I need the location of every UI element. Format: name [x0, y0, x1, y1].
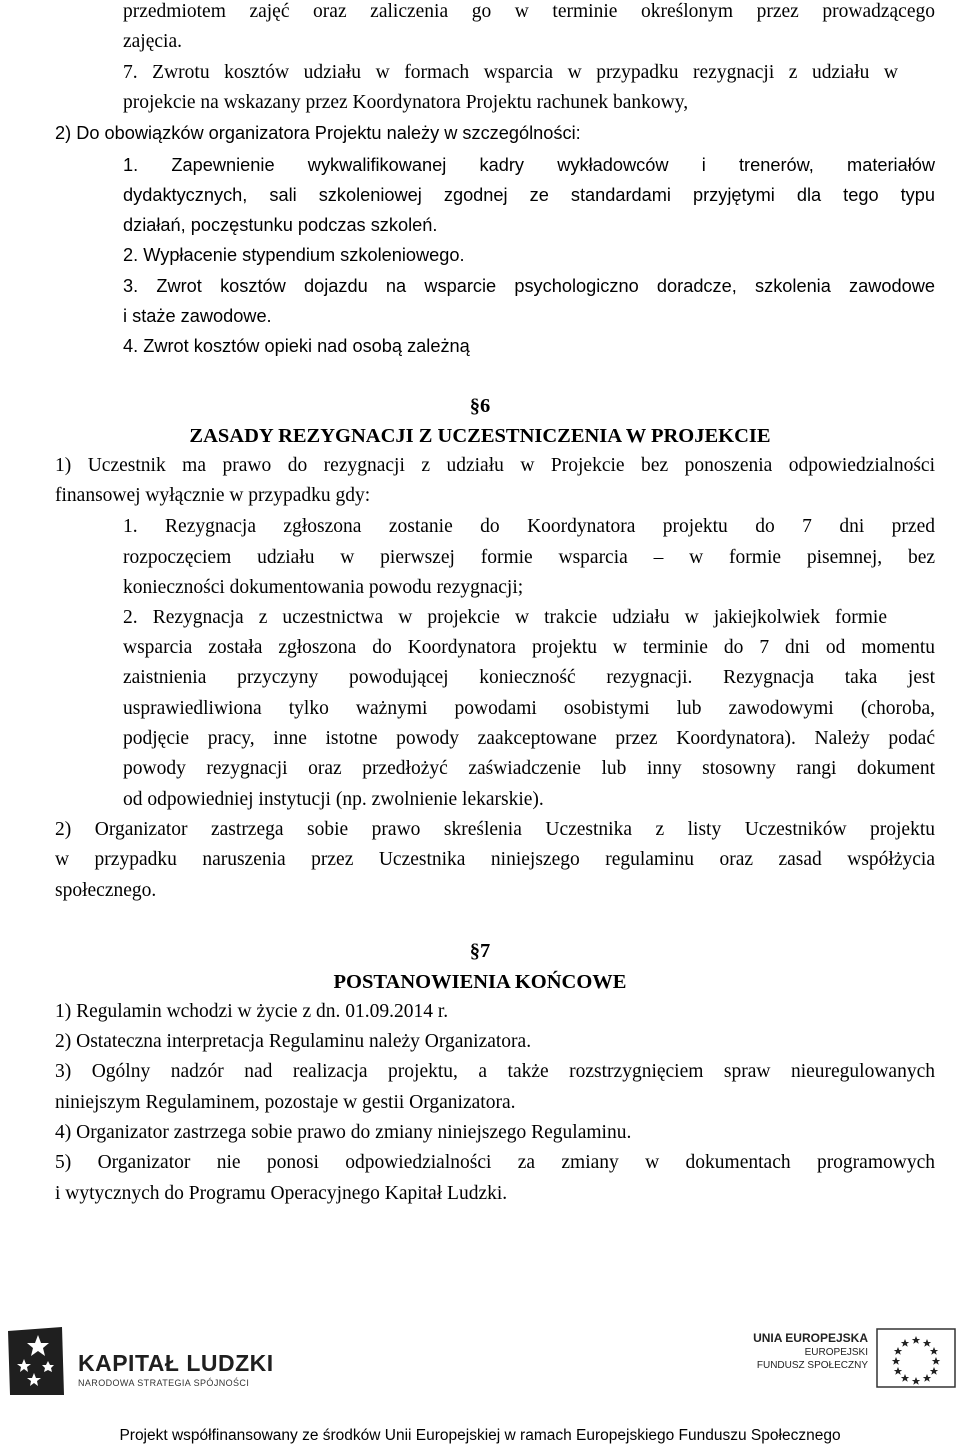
text-line: 1) Regulamin wchodzi w życie z dn. 01.09.2014 r.: [55, 1001, 449, 1022]
text-line: powody rezygnacji oraz przedłożyć zaświadczenie lub inny stosowny rangi dokument: [123, 758, 935, 779]
text-line: 5) Organizator nie ponosi odpowiedzialności za zmiany w dokumentach programowych: [55, 1152, 935, 1173]
eu-flag-icon: [876, 1328, 956, 1388]
section-number: §6: [469, 395, 491, 417]
text-line: 1) Uczestnik ma prawo do rezygnacji z udziału w Projekcie bez ponoszenia odpowiedzialności: [55, 455, 935, 476]
footer-text: Projekt współfinansowany ze środków Unii Europejskiej w ramach Europejskiego Funduszu Społecznego: [119, 1427, 841, 1444]
eu-line2: EUROPEJSKI: [804, 1347, 868, 1358]
text-line: 2) Ostateczna interpretacja Regulaminu należy Organizatora.: [55, 1031, 532, 1052]
text-line: przedmiotem zajęć oraz zaliczenia go w terminie określonym przez prowadzącego: [123, 1, 935, 22]
text-line: 7. Zwrotu kosztów udziału w formach wsparcia w przypadku rezygnacji z udziału w: [123, 62, 898, 83]
eu-line3: FUNDUSZ SPOŁECZNY: [756, 1360, 868, 1371]
text-line: społecznego.: [55, 880, 157, 901]
text-line: i wytycznych do Programu Operacyjnego Kapitał Ludzki.: [55, 1183, 508, 1204]
kapital-ludzki-title: KAPITAŁ LUDZKI: [78, 1350, 274, 1376]
text-line: podjęcie pracy, inne istotne powody zaakceptowane przez Koordynatora). Należy podać: [123, 728, 935, 749]
text-line: 2. Wypłacenie stypendium szkoleniowego.: [123, 245, 465, 265]
section-heading: POSTANOWIENIA KOŃCOWE: [333, 971, 627, 993]
text-line: 4) Organizator zastrzega sobie prawo do zmiany niniejszego Regulaminu.: [55, 1122, 632, 1143]
text-line: 2) Do obowiązków organizatora Projektu należy w szczególności:: [55, 123, 581, 143]
text-line: zaistnienia przyczyny powodującej konieczność rezygnacji. Rezygnacja taka jest: [123, 667, 935, 688]
text-line: dydaktycznych, sali szkoleniowej zgodnej ze standardami przyjętymi dla tego typu: [123, 185, 935, 205]
text-line: projekcie na wskazany przez Koordynatora Projektu rachunek bankowy,: [123, 92, 689, 113]
kapital-ludzki-subtitle: NARODOWA STRATEGIA SPÓJNOŚCI: [78, 1378, 250, 1388]
text-line: 3. Zwrot kosztów dojazdu na wsparcie psychologiczno doradcze, szkolenia zawodowe: [123, 276, 935, 296]
text-line: od odpowiedniej instytucji (np. zwolnienie lekarskie).: [123, 789, 544, 810]
section-heading: ZASADY REZYGNACJI Z UCZESTNICZENIA W PROJEKCIE: [189, 425, 771, 447]
text-line: rozpoczęciem udziału w pierwszej formie wsparcia – w formie pisemnej, bez: [123, 547, 935, 568]
text-line: 1. Zapewnienie wykwalifikowanej kadry wykładowców i trenerów, materiałów: [123, 155, 935, 175]
text-line: 4. Zwrot kosztów opieki nad osobą zależną: [123, 336, 470, 356]
text-line: w przypadku naruszenia przez Uczestnika niniejszego regulaminu oraz zasad współżycia: [55, 849, 935, 870]
text-line: 2) Organizator zastrzega sobie prawo skreślenia Uczestnika z listy Uczestników projektu: [55, 819, 935, 840]
section-number: §7: [469, 940, 491, 962]
eu-title: UNIA EUROPEJSKA: [753, 1331, 868, 1345]
text-line: 1. Rezygnacja zgłoszona zostanie do Koordynatora projektu do 7 dni przed: [123, 516, 935, 537]
text-line: działań, poczęstunku podczas szkoleń.: [123, 215, 438, 235]
text-line: i staże zawodowe.: [123, 306, 272, 326]
text-line: zajęcia.: [123, 31, 182, 52]
text-line: wsparcia została zgłoszona do Koordynatora projektu w terminie do 7 dni od momentu: [123, 637, 935, 658]
text-line: 2. Rezygnacja z uczestnictwa w projekcie w trakcie udziału w jakiejkolwiek formie: [123, 607, 887, 628]
text-line: usprawiedliwiona tylko ważnymi powodami osobistymi lub zawodowymi (choroba,: [123, 698, 935, 719]
eu-logo-text: [753, 1330, 868, 1372]
text-line: konieczności dokumentowania powodu rezygnacji;: [123, 577, 524, 598]
text-line: 3) Ogólny nadzór nad realizacja projektu, a także rozstrzygnięciem spraw nieuregulowanych: [55, 1061, 935, 1082]
text-line: finansowej wyłącznie w przypadku gdy:: [55, 485, 371, 506]
text-line: niniejszym Regulaminem, pozostaje w gestii Organizatora.: [55, 1092, 516, 1113]
